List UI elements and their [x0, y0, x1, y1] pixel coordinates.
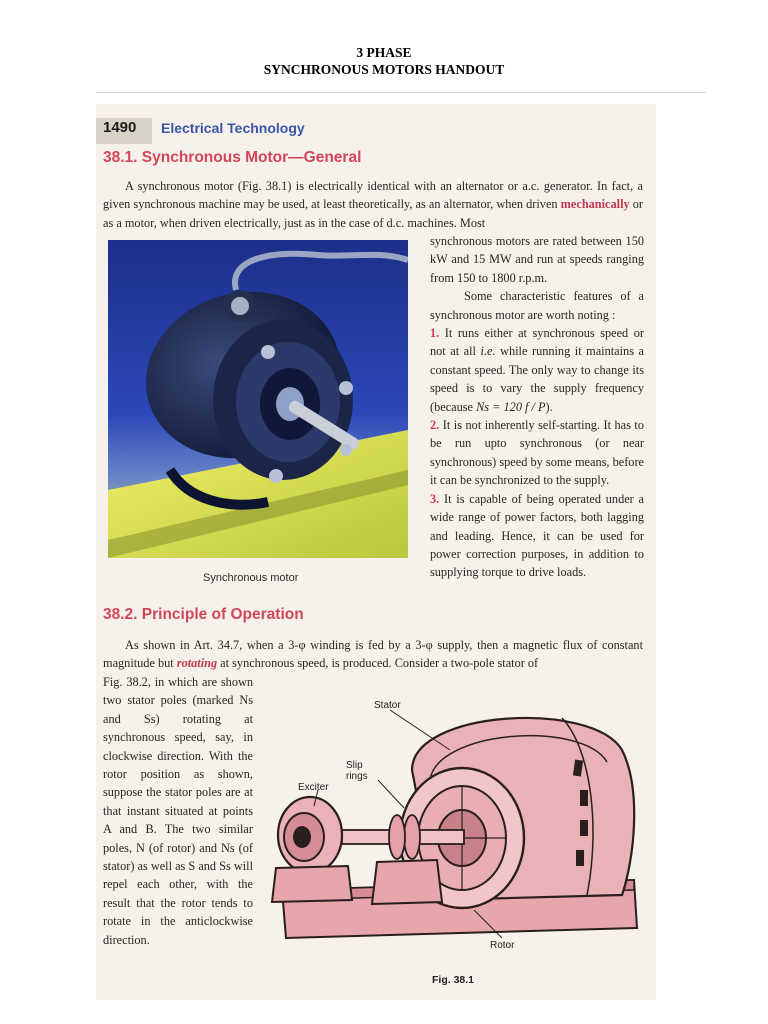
- feature-1-ie: i.e.: [480, 344, 496, 359]
- document-header: [0, 44, 768, 78]
- feature-number-2: 2.: [430, 418, 440, 433]
- principle-narrow-text: Fig. 38.2, in which are shown two stator poles (marked Ns and Ss) rotating at synchronous speed, say, in clockwise direction. With the rotor position as shown, suppose the stator poles are at that instant situated at points A and B. The two similar poles, N (of rotor) and Ns (of stator) as well as S and Ss will repel each other, with the result that the rotor tends to rotate in the anticlockwise direction.: [103, 675, 253, 947]
- feature-number-3: 3.: [430, 491, 440, 506]
- label-slip: Slip: [346, 760, 363, 771]
- intro-paragraph: [103, 177, 643, 232]
- header-line-1: 3 PHASE: [356, 45, 412, 60]
- rating-text: synchronous motors are rated between 150 kW and 15 MW and run at speeds ranging from 150 to 1800 r.p.m.: [430, 234, 644, 285]
- principle-narrow-column: [103, 673, 253, 949]
- feature-item-1: [430, 324, 644, 416]
- figure-caption: Fig. 38.1: [432, 974, 475, 986]
- label-rotor: Rotor: [490, 940, 515, 951]
- feature-1-text-c: ).: [545, 399, 553, 414]
- header-divider: [96, 92, 706, 93]
- header-line-2: SYNCHRONOUS MOTORS HANDOUT: [263, 62, 505, 77]
- label-exciter: Exciter: [298, 782, 329, 793]
- intro-highlight: mechanically: [560, 197, 630, 212]
- principle-text-a: As shown in Art. 34.7, when a 3-φ winding is fed by a 3-φ supply, then a magnetic flux of constant magnitude but: [103, 638, 643, 671]
- label-rings: rings: [346, 771, 368, 782]
- intro-text-b: or as a motor, when driven electrically, just as in the case of d.c. machines. Most: [103, 197, 643, 230]
- feature-item-3: [430, 490, 644, 582]
- feature-1-text-a: It runs either at synchronous speed or not at all: [430, 326, 644, 359]
- feature-number-1: 1.: [430, 326, 440, 341]
- feature-1-text-b: while running it maintains a constant speed. The only way to change its speed is to vary the supply frequency (because: [430, 344, 644, 414]
- rotating-highlight: rotating: [176, 656, 218, 671]
- label-stator: Stator: [374, 700, 401, 711]
- principle-text-b: at synchronous speed, is produced. Consider a two-pole stator of: [217, 656, 539, 671]
- photo-caption: Synchronous motor: [203, 572, 299, 584]
- section-heading-principle: 38.2. Principle of Operation: [103, 606, 304, 623]
- feature-2-text: It is not inherently self-starting. It has to be run upto synchronous (or near synchronous) speed by some means, before it can be synchronized to the supply.: [430, 418, 644, 488]
- principle-paragraph: [103, 636, 643, 673]
- motor-photo-graphic: [108, 240, 408, 558]
- features-intro: Some characteristic features of a synchronous motor are worth noting :: [430, 289, 644, 322]
- machine-drawing: [262, 690, 647, 952]
- section-heading-general: 38.1. Synchronous Motor—General: [103, 149, 362, 166]
- right-column-text: [430, 232, 644, 582]
- feature-1-formula: Ns = 120 f / P: [476, 399, 546, 414]
- feature-3-text: It is capable of being operated under a wide range of power factors, both lagging and leading. Hence, it can be used for power correction purposes, in addition to supplying torque to drive loads.: [430, 491, 644, 580]
- book-title: Electrical Technology: [161, 120, 305, 136]
- intro-text-a: A synchronous motor (Fig. 38.1) is electrically identical with an alternator or a.c. generator. In fact, a given synchronous machine may be used, at least theoretically, as an alternator, when driven: [103, 179, 643, 212]
- machine-diagram: [262, 690, 647, 952]
- feature-item-2: [430, 416, 644, 490]
- page-number: 1490: [103, 119, 137, 136]
- synchronous-motor-photo: [108, 240, 408, 558]
